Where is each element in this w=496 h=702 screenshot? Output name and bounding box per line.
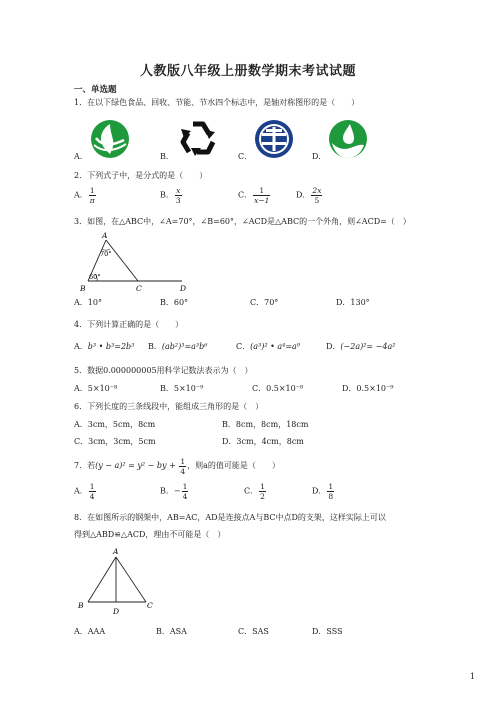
q8-vertex-b: B <box>78 601 84 610</box>
q2-option-c-label: C． <box>238 190 253 200</box>
q8-option-d: D．SSS <box>312 627 343 636</box>
q2-option-b <box>160 186 183 205</box>
q4-option-c <box>236 341 300 352</box>
q2-option-c-fraction <box>253 186 270 205</box>
q2-d-denominator: 5 <box>314 196 320 205</box>
q3-option-c: C．70° <box>250 298 279 307</box>
q7-option-d-label: D． <box>312 486 327 496</box>
q7-option-d-fraction <box>327 482 334 501</box>
question-8-stem-line1: 8．在如图所示的钢架中，AB=AC，AD是连接点A与BC中点D的支架，这样实际上可以 <box>74 513 386 522</box>
q3-angle-b: 60° <box>89 273 101 281</box>
q3-vertex-a: A <box>102 231 108 240</box>
q7-option-b-label: B． <box>160 486 174 496</box>
truss-figure-q8 <box>76 545 166 617</box>
question-1-stem: 1．在以下绿色食品、回收、节能、节水四个标志中，是轴对称图形的是（ ） <box>74 98 360 107</box>
q1-option-d-label: D． <box>312 152 327 161</box>
q3-option-b: B．60° <box>160 298 189 307</box>
water-saving-icon <box>326 118 370 160</box>
q1-option-a-label: A． <box>74 152 88 161</box>
q7-option-c-label: C． <box>244 486 259 496</box>
q7-stem-prefix: 7．若 <box>74 461 96 470</box>
q5-option-a: A．5×10⁻⁸ <box>74 384 118 393</box>
q7-c-den: 2 <box>260 492 265 501</box>
q4-option-a <box>74 341 134 352</box>
q1-option-c-label: C． <box>238 152 253 161</box>
q2-option-b-fraction <box>175 186 182 205</box>
q2-option-a-label: A． <box>74 190 88 200</box>
q8-vertex-a: A <box>113 547 119 556</box>
page-number: 1 <box>470 672 476 681</box>
energy-saving-icon <box>252 118 296 160</box>
q5-option-c: C．0.5×10⁻⁸ <box>252 384 304 393</box>
green-food-icon <box>88 118 132 160</box>
q7-option-a <box>74 482 97 501</box>
q2-a-numerator: 1 <box>89 186 95 195</box>
question-3-stem: 3．如图，在△ABC中，∠A=70°，∠B=60°，∠ACD是△ABC的一个外角，则∠ACD=（ ） <box>74 217 411 226</box>
q7-a-num: 1 <box>89 482 95 491</box>
q2-b-numerator: x <box>176 186 181 195</box>
q2-option-d <box>296 186 323 205</box>
question-6-stem: 6．下列长度的三条线段中，能组成三角形的是（ ） <box>74 402 264 411</box>
question-5-stem: 5．数据0.000000005用科学记数法表示为（ ） <box>74 366 253 375</box>
q3-vertex-d: D <box>180 284 187 293</box>
q2-option-a-fraction <box>89 186 96 205</box>
q3-vertex-b: B <box>80 284 86 293</box>
triangle-figure-q3 <box>76 228 192 294</box>
q2-b-denominator: 3 <box>175 196 181 205</box>
q6-option-b: B．8cm，8cm，18cm <box>222 420 309 429</box>
q4-option-b-expr: (ab²)³=a³b⁶ <box>161 342 208 351</box>
q2-d-numerator: 2x <box>312 186 322 195</box>
q4-option-d <box>326 341 395 352</box>
q8-vertex-d: D <box>113 607 120 616</box>
q7-option-c-fraction <box>259 482 266 501</box>
q8-vertex-c: C <box>147 601 153 610</box>
q8-option-c: C．SAS <box>238 627 269 636</box>
q4-option-d-label: D． <box>326 342 341 351</box>
q6-option-d: D．3cm，4cm，8cm <box>222 437 304 446</box>
q1-option-b-label: B． <box>160 152 174 161</box>
q3-option-d: D．130° <box>336 298 370 307</box>
q7-a-den: 4 <box>89 492 95 501</box>
q7-b-num: 1 <box>182 482 188 491</box>
q3-angle-a: 70° <box>100 250 112 258</box>
q2-option-d-fraction <box>311 186 322 205</box>
q2-option-b-label: B． <box>160 190 174 200</box>
q7-option-a-fraction <box>89 482 96 501</box>
q4-option-a-expr: b³ • b³=2b³ <box>87 342 135 351</box>
q5-option-d: D．0.5×10⁻⁹ <box>342 384 394 393</box>
q4-option-c-expr: (a³)² • a⁴=a⁹ <box>250 342 301 351</box>
recycle-icon <box>175 118 221 160</box>
q7-d-den: 8 <box>328 492 334 501</box>
page-title: 人教版八年级上册数学期末考试试题 <box>139 64 356 79</box>
q4-option-c-label: C． <box>236 342 251 351</box>
q7-option-b <box>160 482 189 501</box>
q7-stem-frac-num: 1 <box>180 456 186 466</box>
q6-option-a: A．3cm，5cm，8cm <box>74 420 156 429</box>
q7-stem-fraction <box>179 457 186 476</box>
question-7-stem <box>74 456 280 476</box>
q2-option-c <box>238 186 271 205</box>
q7-b-sign: − <box>173 486 181 496</box>
question-2-stem: 2．下列式子中，是分式的是（ ） <box>74 171 208 180</box>
q7-option-b-fraction <box>182 482 189 501</box>
section-heading: 一、单选题 <box>74 85 117 95</box>
q7-option-c <box>244 482 267 501</box>
q7-stem-suffix: ，则a的值可能是（ ） <box>187 461 280 470</box>
question-8-stem-line2: 得到△ABD≌△ACD，理由不可能是（ ） <box>74 530 226 539</box>
q7-b-den: 4 <box>182 492 188 501</box>
q6-option-c: C．3cm，3cm，5cm <box>74 437 156 446</box>
question-4-stem: 4．下列计算正确的是（ ） <box>74 320 184 329</box>
q2-c-denominator: x−1 <box>254 196 270 205</box>
q7-option-d <box>312 482 335 501</box>
q4-option-d-expr: (−2a)²= −4a² <box>340 342 396 351</box>
q7-stem-equation: (y − a)² = y² − by + <box>95 461 179 470</box>
q2-option-d-label: D． <box>296 190 311 200</box>
q8-option-b: B．ASA <box>156 627 187 636</box>
q2-a-denominator: π <box>89 196 95 205</box>
q7-option-a-label: A． <box>74 486 88 496</box>
q8-option-a: A．AAA <box>74 627 106 636</box>
q3-option-a: A．10° <box>74 298 102 307</box>
q7-d-num: 1 <box>328 482 334 491</box>
q5-option-b: B．5×10⁻⁹ <box>160 384 204 393</box>
q7-stem-frac-den: 4 <box>180 466 186 476</box>
q4-option-b-label: B． <box>148 342 162 351</box>
q7-c-num: 1 <box>260 482 265 491</box>
q2-option-a <box>74 186 97 205</box>
q4-option-b <box>148 341 207 352</box>
q2-c-numerator: 1 <box>253 186 270 196</box>
q4-option-a-label: A． <box>74 342 88 351</box>
q3-vertex-c: C <box>136 284 142 293</box>
